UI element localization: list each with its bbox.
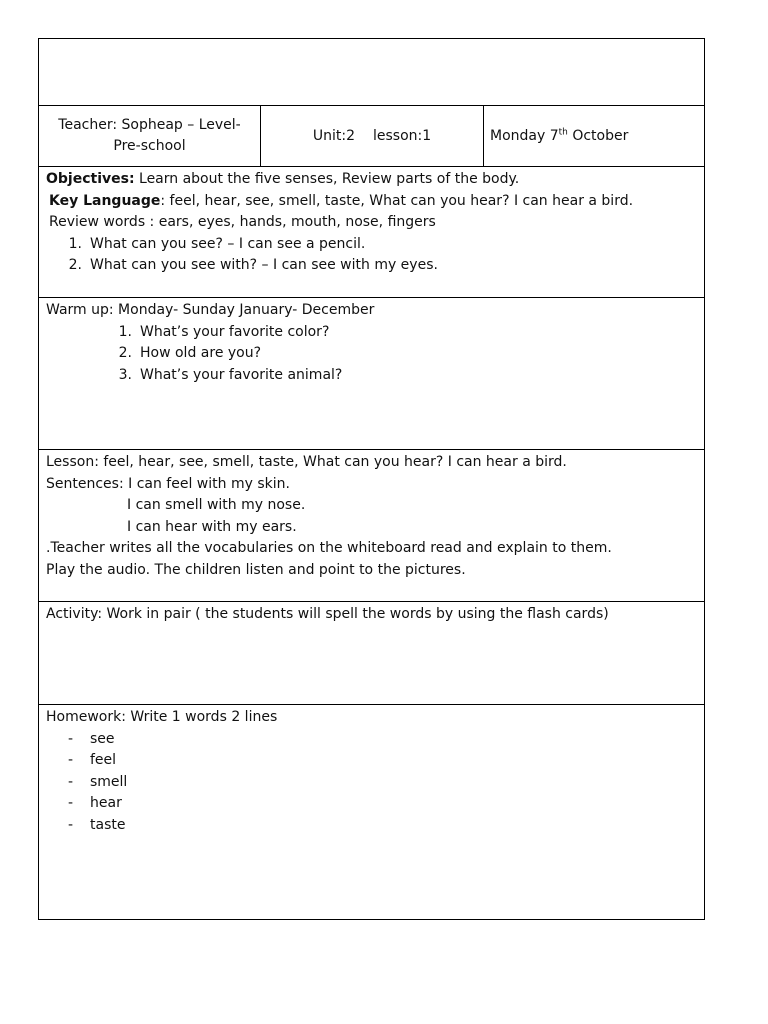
list-item: 1. What can you see? – I can see a pencil. [68, 235, 366, 252]
lesson-plan-table [38, 38, 705, 920]
key-language-line: Key Language: feel, hear, see, smell, taste, What can you hear? I can hear a bird. [49, 192, 634, 209]
list-item: 2. What can you see with? – I can see with my eyes. [68, 257, 438, 273]
objectives-label: Objectives: [46, 171, 135, 187]
sentence-line: I can hear with my ears. [127, 518, 297, 535]
warm-up-title: Warm up: Monday- Sunday January- December [46, 302, 375, 318]
list-item: 2. How old are you? [118, 345, 262, 361]
list-item: - smell [68, 773, 128, 790]
list-item: 3. What’s your favorite animal? [118, 366, 343, 383]
teacher-text: Teacher: Sopheap – Level-Pre-school [58, 117, 241, 154]
date-ordinal: th [558, 127, 568, 138]
lesson-number-text: lesson:1 [372, 128, 432, 144]
list-item: 1. What’s your favorite color? [118, 323, 330, 340]
unit-text: Unit:2 [312, 128, 355, 144]
unit-lesson-cell [261, 106, 484, 166]
objectives-line: Objectives: Learn about the five senses, Review parts of the body. [46, 171, 520, 187]
list-item: - feel [68, 752, 117, 768]
audio-instruction-line: Play the audio. The children listen and point to the pictures. [46, 561, 466, 578]
activity-text: Activity: Work in pair ( the students will spell the words by using the flash cards) [46, 606, 609, 622]
date-text: Monday 7th October [490, 127, 629, 144]
sentence-line: I can smell with my nose. [127, 497, 306, 513]
key-language-label: Key Language [49, 192, 161, 209]
activity-section [39, 602, 704, 705]
objectives-section [39, 167, 704, 298]
list-item: - hear [68, 795, 122, 811]
list-item: - see [68, 730, 115, 747]
blank-header-row [39, 39, 704, 106]
list-item: - taste [68, 816, 126, 833]
homework-title: Homework: Write 1 words 2 lines [46, 709, 278, 725]
teacher-cell [39, 106, 261, 166]
lesson-section [39, 450, 704, 602]
date-cell [484, 106, 704, 166]
info-row [39, 106, 704, 167]
sentences-line: Sentences: I can feel with my skin. [46, 475, 290, 492]
review-words-line: Review words : ears, eyes, hands, mouth, nose, fingers [49, 214, 436, 230]
homework-section [39, 705, 704, 919]
lesson-line: Lesson: feel, hear, see, smell, taste, What can you hear? I can hear a bird. [46, 454, 567, 470]
teacher-instruction-line: .Teacher writes all the vocabularies on the whiteboard read and explain to them. [46, 540, 612, 556]
warm-up-section [39, 298, 704, 450]
